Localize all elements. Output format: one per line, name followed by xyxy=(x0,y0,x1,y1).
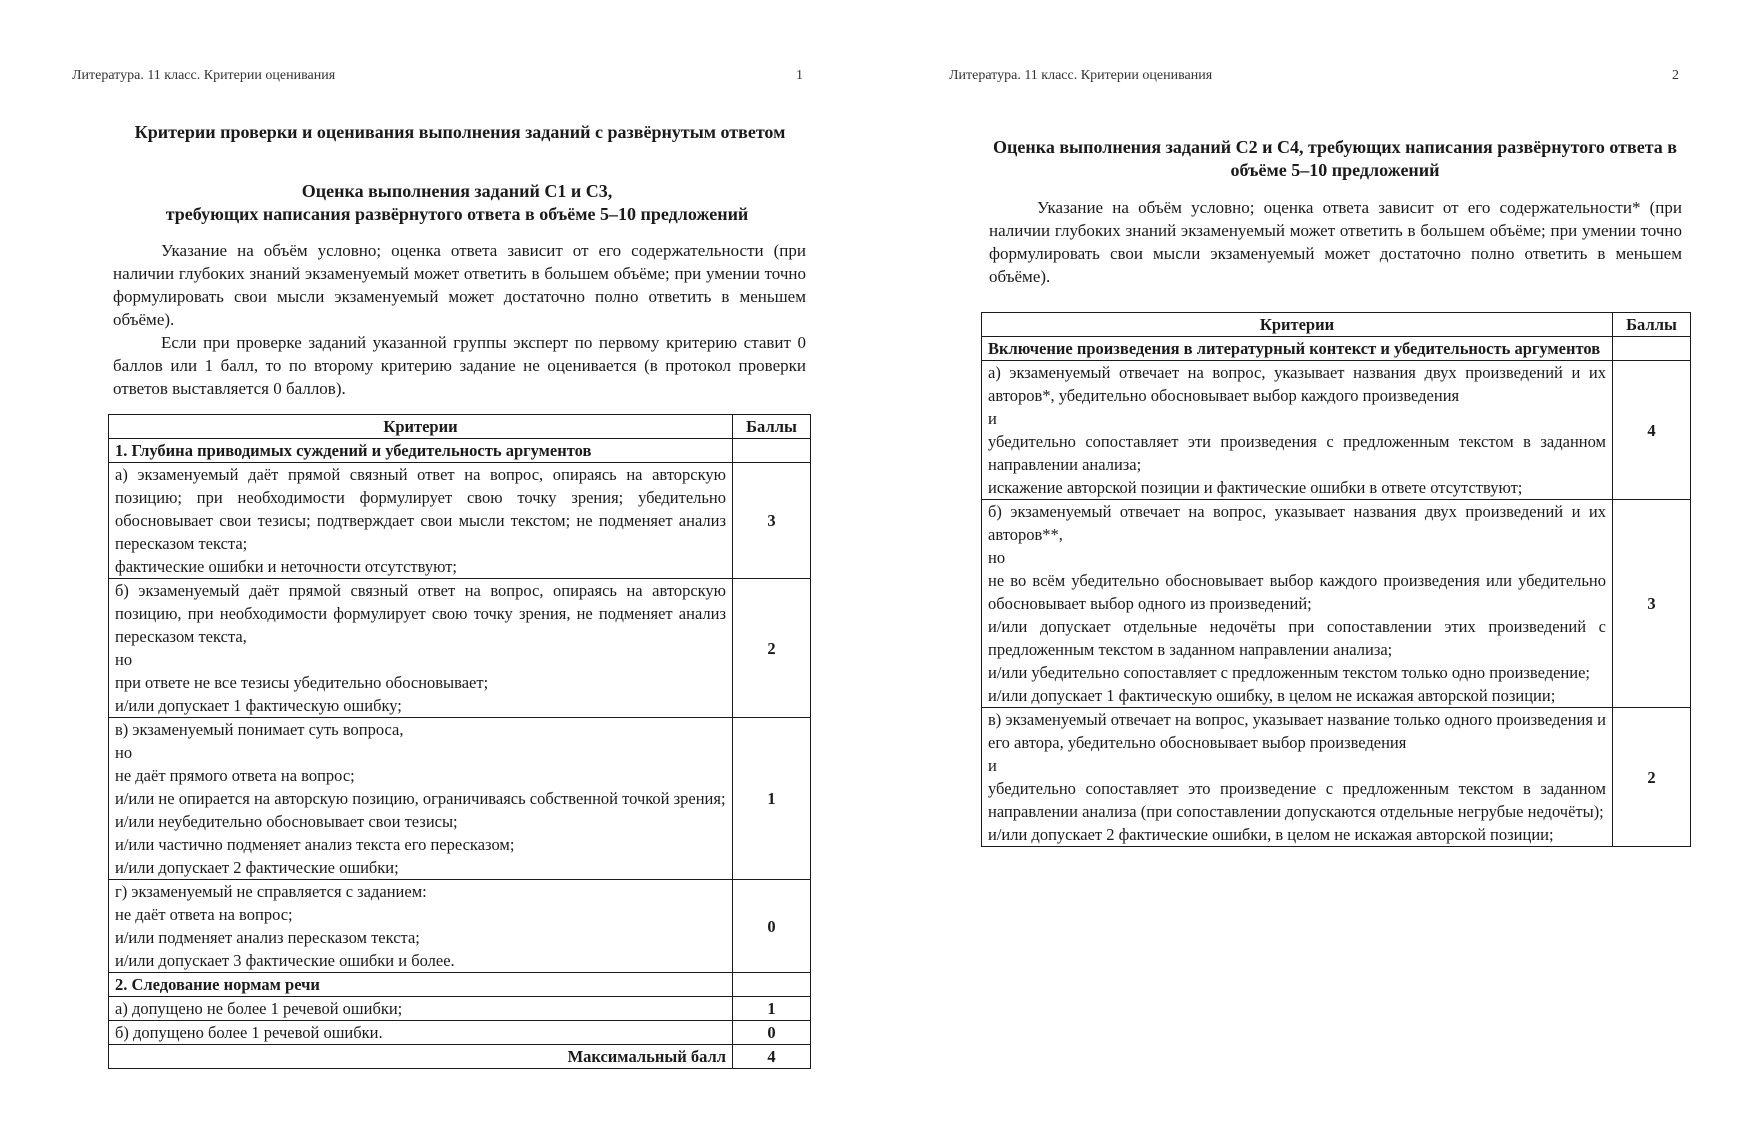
criterion-text xyxy=(982,361,1613,500)
criterion-text xyxy=(982,708,1613,847)
section-title: Включение произведения в литературный контекст и убедительность аргументов xyxy=(982,337,1613,361)
criterion-line: и/или допускает 2 фактические ошибки, в целом не искажая авторской позиции; xyxy=(988,825,1554,844)
empty-cell xyxy=(733,973,811,997)
score-cell: 1 xyxy=(733,718,811,880)
criterion-line: искажение авторской позиции и фактические ошибки в ответе отсутствуют; xyxy=(988,478,1523,497)
page-1-paragraph-1: Указание на объём условно; оценка ответа зависит от его содержательности (при наличии глубоких знаний экзаменуемый может ответить в большем объёме; при умении точно формулировать свои мысли экзаменуемый может достаточно полно ответить в меньшем объёме). xyxy=(113,241,806,329)
table-row xyxy=(109,463,811,579)
criterion-text xyxy=(109,463,733,579)
criterion-line: но xyxy=(115,743,133,762)
criterion-text xyxy=(109,718,733,880)
table-row xyxy=(109,439,811,463)
criterion-line: а) экзаменуемый отвечает на вопрос, указывает названия двух произведений и их авторов*, убедительно обосновывает выбор каждого произведения xyxy=(988,363,1606,405)
page-1-criteria-table xyxy=(108,414,811,1069)
page-1-subtitle xyxy=(112,180,802,226)
criterion-line: и/или допускает 1 фактическую ошибку; xyxy=(115,696,402,715)
page-1-subtitle-line-2: требующих написания развёрнутого ответа в объёме 5–10 предложений xyxy=(165,204,749,224)
criterion-line: г) экзаменуемый не справляется с заданием: xyxy=(115,882,427,901)
page-1-paragraph-2: Если при проверке заданий указанной группы эксперт по первому критерию ставит 0 баллов или 1 балл, то по второму критерию задание не оценивается (в протокол проверки ответов выставляется 0 баллов). xyxy=(113,333,806,398)
table-header-row xyxy=(982,313,1691,337)
criterion-text xyxy=(109,579,733,718)
criterion-line: б) экзаменуемый даёт прямой связный ответ на вопрос, опираясь на авторскую позицию, при необходимости формулирует свою точку зрения, не подменяет анализ пересказом текста, xyxy=(115,581,726,646)
criterion-line: при ответе не все тезисы убедительно обосновывает; xyxy=(115,673,489,692)
score-cell: 2 xyxy=(1613,708,1691,847)
criterion-line: и/или неубедительно обосновывает свои тезисы; xyxy=(115,812,458,831)
score-cell: 4 xyxy=(1613,361,1691,500)
empty-cell xyxy=(733,439,811,463)
max-score-value: 4 xyxy=(733,1045,811,1069)
page-1-title: Критерии проверки и оценивания выполнения заданий с развёрнутым ответом xyxy=(134,122,786,142)
criterion-line: не даёт ответа на вопрос; xyxy=(115,905,293,924)
score-cell: 0 xyxy=(733,880,811,973)
section-title: 1. Глубина приводимых суждений и убедительность аргументов xyxy=(109,439,733,463)
table-row xyxy=(982,708,1691,847)
table-row xyxy=(109,997,811,1021)
criterion-line: не даёт прямого ответа на вопрос; xyxy=(115,766,355,785)
score-cell: 3 xyxy=(1613,500,1691,708)
criterion-text xyxy=(109,880,733,973)
criterion-line: убедительно сопоставляет это произведение с предложенным текстом в заданном направлении анализа (при сопоставлении допускаются отдельные негрубые недочёты); xyxy=(988,779,1606,821)
criterion-line: и/или допускает отдельные недочёты при сопоставлении этих произведений с предложенным текстом в заданном направлении анализа; xyxy=(988,617,1606,659)
criterion-line: убедительно сопоставляет эти произведения с предложенным текстом в заданном направлении анализа; xyxy=(988,432,1606,474)
page-2-title: Оценка выполнения заданий С2 и С4, требующих написания развёрнутого ответа в объёме 5–10 предложений xyxy=(992,137,1678,180)
criterion-line: и xyxy=(988,756,997,775)
col-criteria-header: Критерии xyxy=(109,415,733,439)
score-cell: 0 xyxy=(733,1021,811,1045)
page-2-paragraph-1: Указание на объём условно; оценка ответа зависит от его содержательности* (при наличии глубоких знаний экзаменуемый может ответить в большем объёме; при умении точно формулировать свои мысли экзаменуемый может достаточно полно ответить в меньшем объёме). xyxy=(989,198,1682,286)
table-row xyxy=(109,1021,811,1045)
page-1-header: Литература. 11 класс. Критерии оценивания xyxy=(72,68,336,83)
page-2-header: Литература. 11 класс. Критерии оценивания xyxy=(949,68,1213,83)
empty-cell xyxy=(1613,337,1691,361)
score-cell: 2 xyxy=(733,579,811,718)
criterion-line: и/или подменяет анализ пересказом текста; xyxy=(115,928,420,947)
table-row xyxy=(109,1045,811,1069)
table-row xyxy=(982,361,1691,500)
score-cell: 3 xyxy=(733,463,811,579)
criterion-line: фактические ошибки и неточности отсутствуют; xyxy=(115,557,457,576)
col-points-header: Баллы xyxy=(733,415,811,439)
page-2-number: 2 xyxy=(1672,68,1679,83)
col-points-header: Баллы xyxy=(1613,313,1691,337)
page-1-number: 1 xyxy=(796,68,803,83)
criterion-line: и xyxy=(988,409,997,428)
criterion-line: б) экзаменуемый отвечает на вопрос, указывает названия двух произведений и их авторов**, xyxy=(988,502,1606,544)
section-title: 2. Следование нормам речи xyxy=(109,973,733,997)
criterion-line: в) экзаменуемый понимает суть вопроса, xyxy=(115,720,404,739)
criterion-line: и/или допускает 2 фактические ошибки; xyxy=(115,858,399,877)
page-1-subtitle-line-1: Оценка выполнения заданий С1 и С3, xyxy=(301,181,613,201)
table-row xyxy=(109,579,811,718)
criterion-line: и/или не опирается на авторскую позицию, ограничиваясь собственной точкой зрения; xyxy=(115,789,726,808)
criterion-line: в) экзаменуемый отвечает на вопрос, указывает название только одного произведения и его автора, убедительно обосновывает выбор произведения xyxy=(988,710,1606,752)
col-criteria-header: Критерии xyxy=(982,313,1613,337)
criterion-text: б) допущено более 1 речевой ошибки. xyxy=(109,1021,733,1045)
table-row xyxy=(982,337,1691,361)
criterion-line: но xyxy=(988,548,1006,567)
criterion-line: и/или убедительно сопоставляет с предложенным текстом только одно произведение; xyxy=(988,663,1591,682)
criterion-line: и/или допускает 3 фактические ошибки и более. xyxy=(115,951,455,970)
criterion-line: а) экзаменуемый даёт прямой связный ответ на вопрос, опираясь на авторскую позицию; при необходимости формулирует свою точку зрения; убедительно обосновывает свои тезисы; подтверждает свои мысли текстом; не подменяет анализ пересказом текста; xyxy=(115,465,726,553)
criterion-line: но xyxy=(115,650,133,669)
criterion-text xyxy=(982,500,1613,708)
score-cell: 1 xyxy=(733,997,811,1021)
criterion-text: а) допущено не более 1 речевой ошибки; xyxy=(109,997,733,1021)
table-header-row xyxy=(109,415,811,439)
table-row xyxy=(109,880,811,973)
table-row xyxy=(109,718,811,880)
criterion-line: не во всём убедительно обосновывает выбор каждого произведения или убедительно обосновывает выбор одного из произведений; xyxy=(988,571,1606,613)
max-score-label: Максимальный балл xyxy=(109,1045,733,1069)
table-row xyxy=(982,500,1691,708)
criterion-line: и/или частично подменяет анализ текста его пересказом; xyxy=(115,835,515,854)
table-row xyxy=(109,973,811,997)
criterion-line: и/или допускает 1 фактическую ошибку, в целом не искажая авторской позиции; xyxy=(988,686,1556,705)
page-2-criteria-table xyxy=(981,312,1691,847)
